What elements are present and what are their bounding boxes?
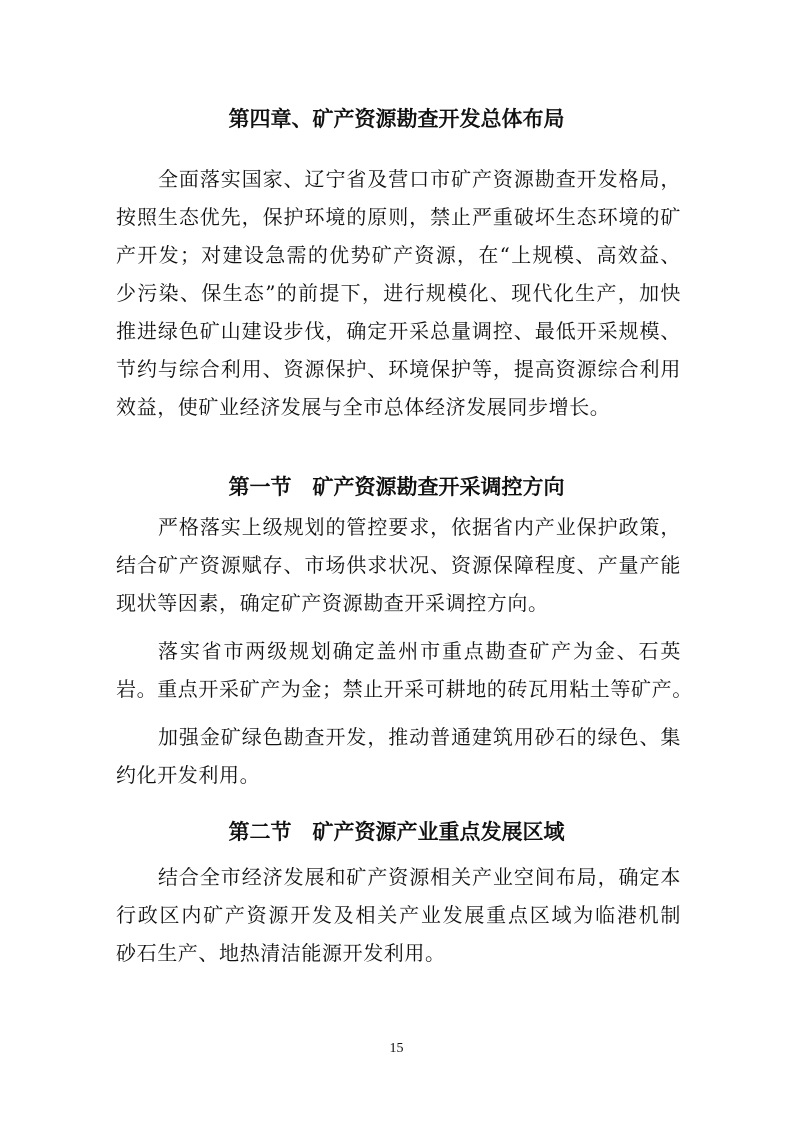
paragraph-line: 落实省市两级规划确定盖州市重点勘查矿产为金、石英 bbox=[158, 639, 681, 663]
paragraph-line: 结合矿产资源赋存、市场供求状况、资源保障程度、产量产能 bbox=[116, 553, 681, 577]
paragraph-line: 岩。重点开采矿产为金；禁止开采可耕地的砖瓦用粘土等矿产。 bbox=[116, 677, 693, 701]
paragraph-line: 推进绿色矿山建设步伐，确定开采总量调控、最低开采规模、 bbox=[116, 319, 681, 343]
paragraph-line: 全面落实国家、辽宁省及营口市矿产资源勘查开发格局， bbox=[158, 167, 681, 191]
paragraph-line: 按照生态优先，保护环境的原则，禁止严重破坏生态环境的矿 bbox=[116, 205, 681, 229]
paragraph-line: 行政区内矿产资源开发及相关产业发展重点区域为临港机制 bbox=[116, 903, 681, 927]
paragraph-line: 效益，使矿业经济发展与全市总体经济发展同步增长。 bbox=[116, 395, 611, 419]
intro-paragraph bbox=[116, 160, 681, 426]
paragraph-line: 约化开发利用。 bbox=[116, 763, 261, 787]
paragraph-line: 现状等因素，确定矿产资源勘查开采调控方向。 bbox=[116, 591, 549, 615]
paragraph-line: 少污染、保生态”的前提下，进行规模化、现代化生产，加快 bbox=[116, 281, 681, 305]
paragraph-line: 砂石生产、地热清洁能源开发利用。 bbox=[116, 941, 446, 965]
section-1-title: 第一节 矿产资源勘查开采调控方向 bbox=[228, 475, 565, 499]
chapter-title: 第四章、矿产资源勘查开发总体布局 bbox=[228, 107, 565, 131]
paragraph-line: 结合全市经济发展和矿产资源相关产业空间布局，确定本 bbox=[158, 865, 681, 889]
section-1-paragraph-2 bbox=[116, 632, 693, 708]
paragraph-line: 节约与综合利用、资源保护、环境保护等，提高资源综合利用 bbox=[116, 357, 681, 381]
paragraph-line: 严格落实上级规划的管控要求，依据省内产业保护政策， bbox=[158, 515, 681, 539]
section-1-paragraph-3 bbox=[116, 718, 681, 794]
section-1-paragraph-1 bbox=[116, 508, 681, 622]
paragraph-line: 产开发；对建设急需的优势矿产资源，在“上规模、高效益、 bbox=[116, 243, 681, 267]
section-2-paragraph-1 bbox=[116, 858, 681, 972]
section-2-title: 第二节 矿产资源产业重点发展区域 bbox=[228, 820, 565, 844]
page-number: 15 bbox=[389, 1041, 404, 1056]
paragraph-line: 加强金矿绿色勘查开发，推动普通建筑用砂石的绿色、集 bbox=[158, 725, 681, 749]
